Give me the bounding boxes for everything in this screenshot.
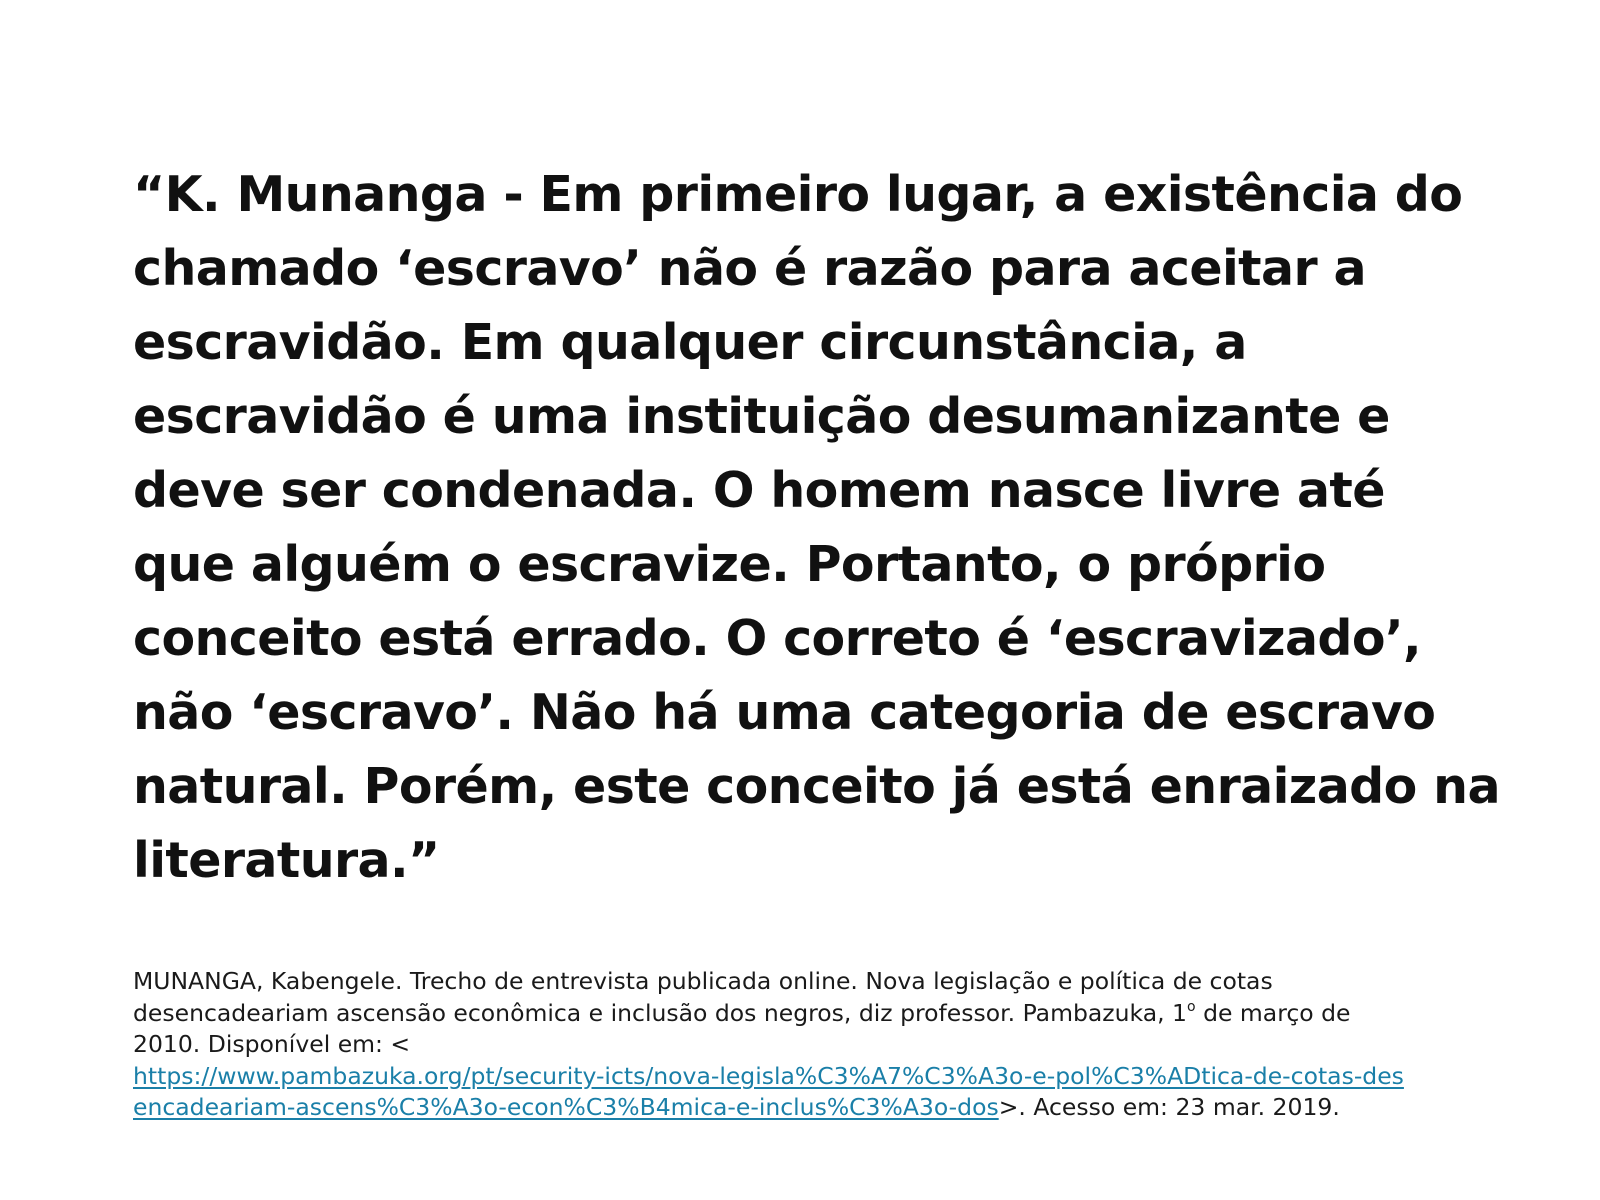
ordinal-indicator: o bbox=[1187, 998, 1196, 1015]
access-date: >. Acesso em: 23 mar. 2019. bbox=[998, 1093, 1340, 1121]
quote-line: que alguém o escravize. Portanto, o próprio bbox=[133, 536, 1326, 593]
citation-line-2-end: de março de bbox=[1195, 998, 1351, 1027]
interview-quote bbox=[133, 158, 1573, 898]
source-url-link[interactable]: https://www.pambazuka.org/pt/security-icts/nova-legisla%C3%A7%C3%A3o-e-pol%C3%ADtica-de-cotas-des bbox=[133, 1061, 1404, 1090]
quote-line: chamado ‘escravo’ não é razão para aceitar a bbox=[133, 240, 1366, 297]
quote-line: escravidão. Em qualquer circunstância, a bbox=[133, 314, 1247, 371]
citation-url-line-1 bbox=[133, 1061, 1573, 1093]
citation-line-3: 2010. Disponível em: < bbox=[133, 1030, 411, 1058]
source-url-link-continued[interactable]: encadeariam-ascens%C3%A3o-econ%C3%B4mica-e-inclus%C3%A3o-dos bbox=[133, 1093, 999, 1121]
citation-url-line-2 bbox=[133, 1092, 1573, 1124]
quote-line: conceito está errado. O correto é ‘escravizado’, bbox=[133, 610, 1422, 667]
citation-line-1: MUNANGA, Kabengele. Trecho de entrevista publicada online. Nova legislação e política de cotas bbox=[133, 967, 1273, 995]
citation-line-2 bbox=[133, 998, 1573, 1030]
quote-line: escravidão é uma instituição desumanizante e bbox=[133, 388, 1390, 445]
quote-line: não ‘escravo’. Não há uma categoria de escravo bbox=[133, 684, 1436, 741]
quote-line: deve ser condenada. O homem nasce livre até bbox=[133, 462, 1385, 519]
source-citation bbox=[133, 966, 1573, 1124]
quote-line: literatura.” bbox=[133, 832, 440, 889]
citation-line-2-text: desencadeariam ascensão econômica e inclusão dos negros, diz professor. Pambazuka, 1 bbox=[133, 998, 1188, 1027]
quote-line: “K. Munanga - Em primeiro lugar, a existência do bbox=[133, 166, 1463, 223]
quote-line: natural. Porém, este conceito já está enraizado na bbox=[133, 758, 1500, 815]
